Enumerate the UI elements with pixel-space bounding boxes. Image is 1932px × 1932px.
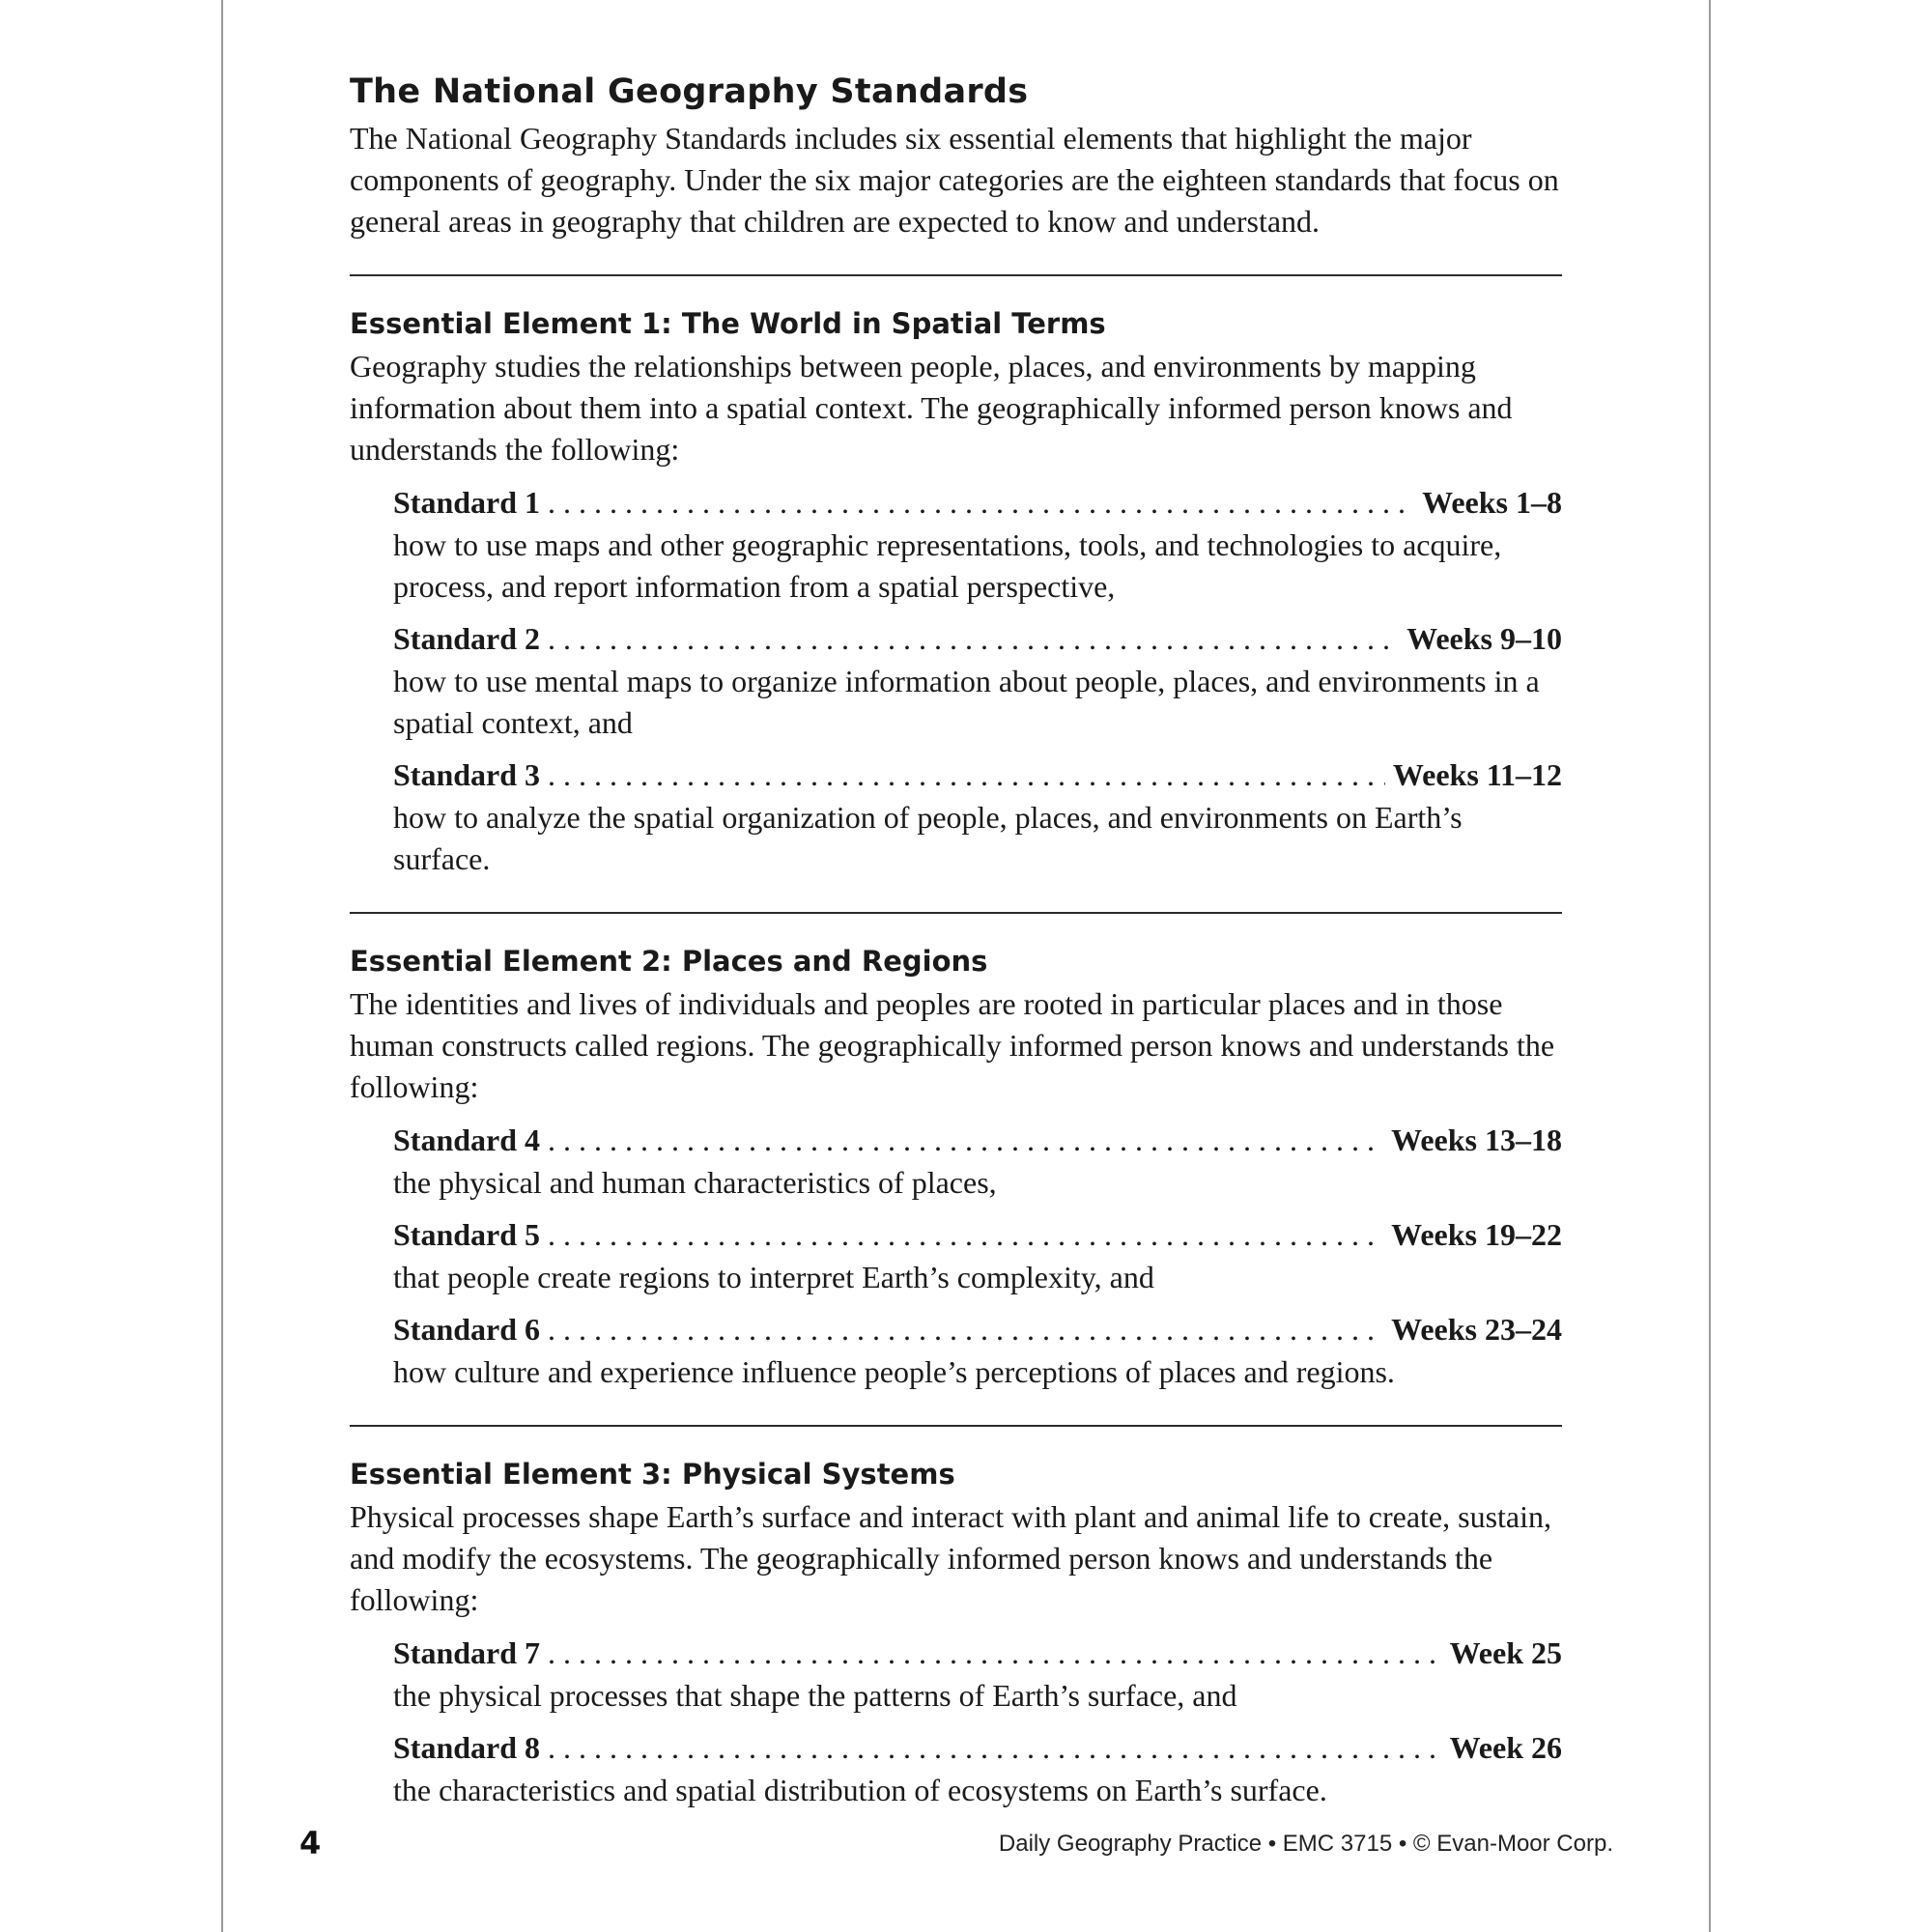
standard-item: [393, 1213, 1562, 1298]
page-title: The National Geography Standards: [350, 72, 1029, 111]
standard-weeks: Weeks 19–22: [1391, 1217, 1562, 1252]
standard-description: how culture and experience influence people’s perceptions of places and regions.: [393, 1354, 1395, 1389]
dot-leader: [548, 1726, 1442, 1770]
standard-item: [393, 481, 1562, 608]
element-title: Essential Element 1: The World in Spatial Terms: [350, 307, 1106, 340]
element-title: Essential Element 2: Places and Regions: [350, 945, 988, 978]
section-divider: [350, 912, 1562, 914]
standard-item: [393, 753, 1562, 880]
standard-label: Standard 2: [393, 621, 541, 656]
intro-paragraph: The National Geography Standards includes six essential elements that highlight the major components of geography. Under the six major categories are the eighteen standards that focus on general areas in geography that children are expected to know and understand.: [350, 121, 1559, 239]
element-description: The identities and lives of individuals and peoples are rooted in particular places and in those human constructs called regions. The geographically informed person knows and understands the following:: [350, 986, 1555, 1104]
standard-weeks: Weeks 23–24: [1391, 1312, 1562, 1347]
standard-description: how to use maps and other geographic representations, tools, and technologies to acquire, process, and report information from a spatial perspective,: [393, 527, 1502, 604]
standard-label: Standard 5: [393, 1217, 541, 1252]
standards-list: [350, 481, 1562, 880]
standard-label: Standard 1: [393, 485, 541, 520]
dot-leader: [548, 753, 1385, 797]
section-divider: [350, 1425, 1562, 1427]
dot-leader: [548, 481, 1414, 525]
standard-item: [393, 1308, 1562, 1393]
standard-label: Standard 7: [393, 1635, 541, 1670]
section-divider: [350, 274, 1562, 276]
page-right-edge: [1709, 0, 1711, 1932]
essential-element-2: [350, 941, 1562, 1393]
standard-weeks: Weeks 9–10: [1406, 621, 1562, 656]
standard-item: [393, 617, 1562, 744]
element-description: Geography studies the relationships between people, places, and environments by mapping information about them into a spatial context. The geographically informed person knows and understands the following:: [350, 349, 1513, 467]
element-title: Essential Element 3: Physical Systems: [350, 1458, 955, 1491]
dot-leader: [548, 1213, 1383, 1257]
standard-item: [393, 1632, 1562, 1717]
standard-description: that people create regions to interpret Earth’s complexity, and: [393, 1260, 1154, 1294]
dot-leader: [548, 1119, 1383, 1162]
page-number: 4: [299, 1825, 322, 1861]
dot-leader: [548, 1632, 1442, 1675]
standard-item: [393, 1726, 1562, 1811]
dot-leader: [548, 1308, 1383, 1351]
standard-weeks: Week 26: [1449, 1730, 1562, 1765]
standard-item: [393, 1119, 1562, 1204]
standards-list: [350, 1119, 1562, 1393]
standard-description: the physical and human characteristics of places,: [393, 1165, 997, 1200]
page-content: [350, 70, 1562, 1821]
standard-label: Standard 8: [393, 1730, 541, 1765]
standard-weeks: Week 25: [1449, 1635, 1562, 1670]
standards-list: [350, 1632, 1562, 1811]
dot-leader: [548, 617, 1399, 661]
standard-description: the physical processes that shape the patterns of Earth’s surface, and: [393, 1678, 1237, 1713]
standard-description: how to use mental maps to organize information about people, places, and environments in a spatial context, and: [393, 664, 1540, 740]
standard-weeks: Weeks 1–8: [1422, 485, 1562, 520]
essential-element-1: [350, 303, 1562, 880]
page-footer: [299, 1824, 1613, 1862]
standard-label: Standard 6: [393, 1312, 541, 1347]
standard-description: how to analyze the spatial organization of people, places, and environments on Earth’s surface.: [393, 800, 1463, 876]
standard-description: the characteristics and spatial distribution of ecosystems on Earth’s surface.: [393, 1773, 1327, 1807]
standard-label: Standard 4: [393, 1122, 541, 1157]
standard-label: Standard 3: [393, 757, 541, 792]
element-description: Physical processes shape Earth’s surface and interact with plant and animal life to create, sustain, and modify the ecosystems. The geographically informed person knows and understands the following:: [350, 1499, 1552, 1617]
page-left-edge: [221, 0, 223, 1932]
footer-credit: Daily Geography Practice • EMC 3715 • © Evan-Moor Corp.: [998, 1831, 1613, 1857]
standard-weeks: Weeks 11–12: [1392, 757, 1562, 792]
standard-weeks: Weeks 13–18: [1391, 1122, 1562, 1157]
essential-element-3: [350, 1454, 1562, 1811]
